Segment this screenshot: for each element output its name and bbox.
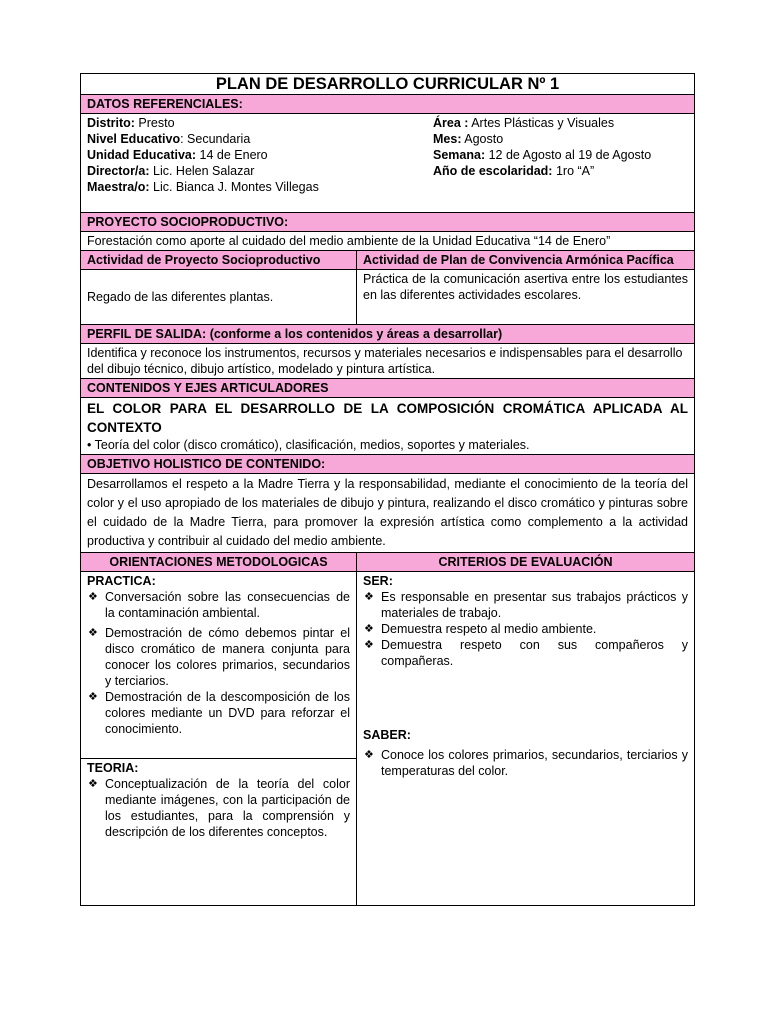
ser-item: ❖ Demuestra respeto con sus compañeros y compañeras. bbox=[363, 637, 688, 669]
practica-label: PRACTICA: bbox=[87, 574, 156, 588]
contenidos-body bbox=[81, 398, 695, 455]
criterios-body bbox=[357, 572, 695, 906]
datos-left-column bbox=[87, 115, 433, 195]
ser-label: SER: bbox=[363, 574, 393, 588]
proyecto-header: PROYECTO SOCIOPRODUCTIVO: bbox=[81, 213, 695, 232]
saber-label: SABER: bbox=[363, 728, 411, 742]
plan-table bbox=[80, 73, 695, 906]
actividad-proyecto-text: Regado de las diferentes plantas. bbox=[81, 270, 357, 325]
actividad-convivencia-text: Práctica de la comunicación asertiva entre los estudiantes en las diferentes actividades escolares. bbox=[357, 270, 695, 325]
datos-header: DATOS REFERENCIALES: bbox=[81, 95, 695, 114]
datos-unidad: Unidad Educativa: 14 de Enero bbox=[87, 148, 268, 162]
actividad-proyecto-header: Actividad de Proyecto Socioproductivo bbox=[81, 251, 357, 270]
practica-list bbox=[87, 589, 350, 737]
criterios-header: CRITERIOS DE EVALUACIÓN bbox=[357, 553, 695, 572]
perfil-header: PERFIL DE SALIDA: (conforme a los contenidos y áreas a desarrollar) bbox=[81, 325, 695, 344]
contenidos-bullet: • Teoría del color (disco cromático), clasificación, medios, soportes y materiales. bbox=[87, 438, 530, 452]
saber-item: ❖ Conoce los colores primarios, secundarios, terciarios y temperaturas del color. bbox=[363, 747, 688, 779]
ser-list bbox=[363, 589, 688, 669]
orientaciones-teoria bbox=[81, 759, 357, 906]
objetivo-header: OBJETIVO HOLISTICO DE CONTENIDO: bbox=[81, 455, 695, 474]
datos-director: Director/a: Lic. Helen Salazar bbox=[87, 164, 255, 178]
curricular-plan-document bbox=[80, 73, 694, 906]
objetivo-text: Desarrollamos el respeto a la Madre Tierra y la responsabilidad, mediante el conocimiento de la teoría del color y el uso apropiado de los materiales de dibujo y pintura, realizando el disco cromático y pinturas sobre el cuidado de la Madre Tierra, para promover la expresión artística como complemento a la actividad productiva y contribuir al cuidado del medio ambiente. bbox=[81, 474, 695, 553]
datos-mes: Mes: Agosto bbox=[433, 132, 504, 146]
ser-item: ❖ Es responsable en presentar sus trabajos prácticos y materiales de trabajo. bbox=[363, 589, 688, 621]
datos-maestro: Maestra/o: Lic. Bianca J. Montes Villegas bbox=[87, 180, 319, 194]
teoria-label: TEORIA: bbox=[87, 761, 139, 775]
orientaciones-header: ORIENTACIONES METODOLOGICAS bbox=[81, 553, 357, 572]
contenidos-header: CONTENIDOS Y EJES ARTICULADORES bbox=[81, 379, 695, 398]
datos-escolaridad: Año de escolaridad: 1ro “A” bbox=[433, 164, 595, 178]
contenidos-title: EL COLOR PARA EL DESARROLLO DE LA COMPOSICIÓN CROMÁTICA APLICADA AL CONTEXTO bbox=[87, 401, 688, 435]
perfil-text: Identifica y reconoce los instrumentos, recursos y materiales necesarios e indispensables para el desarrollo del dibujo técnico, dibujo artístico, modelado y pintura artística. bbox=[81, 344, 695, 379]
datos-distrito: Distrito: Presto bbox=[87, 116, 175, 130]
actividad-convivencia-header: Actividad de Plan de Convivencia Armónica Pacífica bbox=[357, 251, 695, 270]
practica-item: ❖ Conversación sobre las consecuencias de la contaminación ambiental. bbox=[87, 589, 350, 621]
datos-nivel: Nivel Educativo: Secundaria bbox=[87, 132, 251, 146]
datos-area: Área : Artes Plásticas y Visuales bbox=[433, 116, 615, 130]
document-title: PLAN DE DESARROLLO CURRICULAR Nº 1 bbox=[81, 74, 695, 95]
proyecto-text: Forestación como aporte al cuidado del medio ambiente de la Unidad Educativa “14 de Enero” bbox=[81, 232, 695, 251]
datos-semana: Semana: 12 de Agosto al 19 de Agosto bbox=[433, 148, 652, 162]
ser-item: ❖ Demuestra respeto al medio ambiente. bbox=[363, 621, 688, 637]
orientaciones-practica bbox=[81, 572, 357, 759]
teoria-list bbox=[87, 776, 350, 840]
datos-right-column bbox=[433, 115, 688, 195]
saber-list bbox=[363, 747, 688, 779]
teoria-item: ❖ Conceptualización de la teoría del color mediante imágenes, con la participación de los estudiantes, para la comprensión y descripción de los diferentes conceptos. bbox=[87, 776, 350, 840]
practica-item: ❖ Demostración de cómo debemos pintar el disco cromático de manera conjunta para conocer los colores primarios, secundarios y terciarios. bbox=[87, 625, 350, 689]
datos-referenciales bbox=[81, 114, 695, 213]
practica-item: ❖ Demostración de la descomposición de los colores mediante un DVD para reforzar el conocimiento. bbox=[87, 689, 350, 737]
